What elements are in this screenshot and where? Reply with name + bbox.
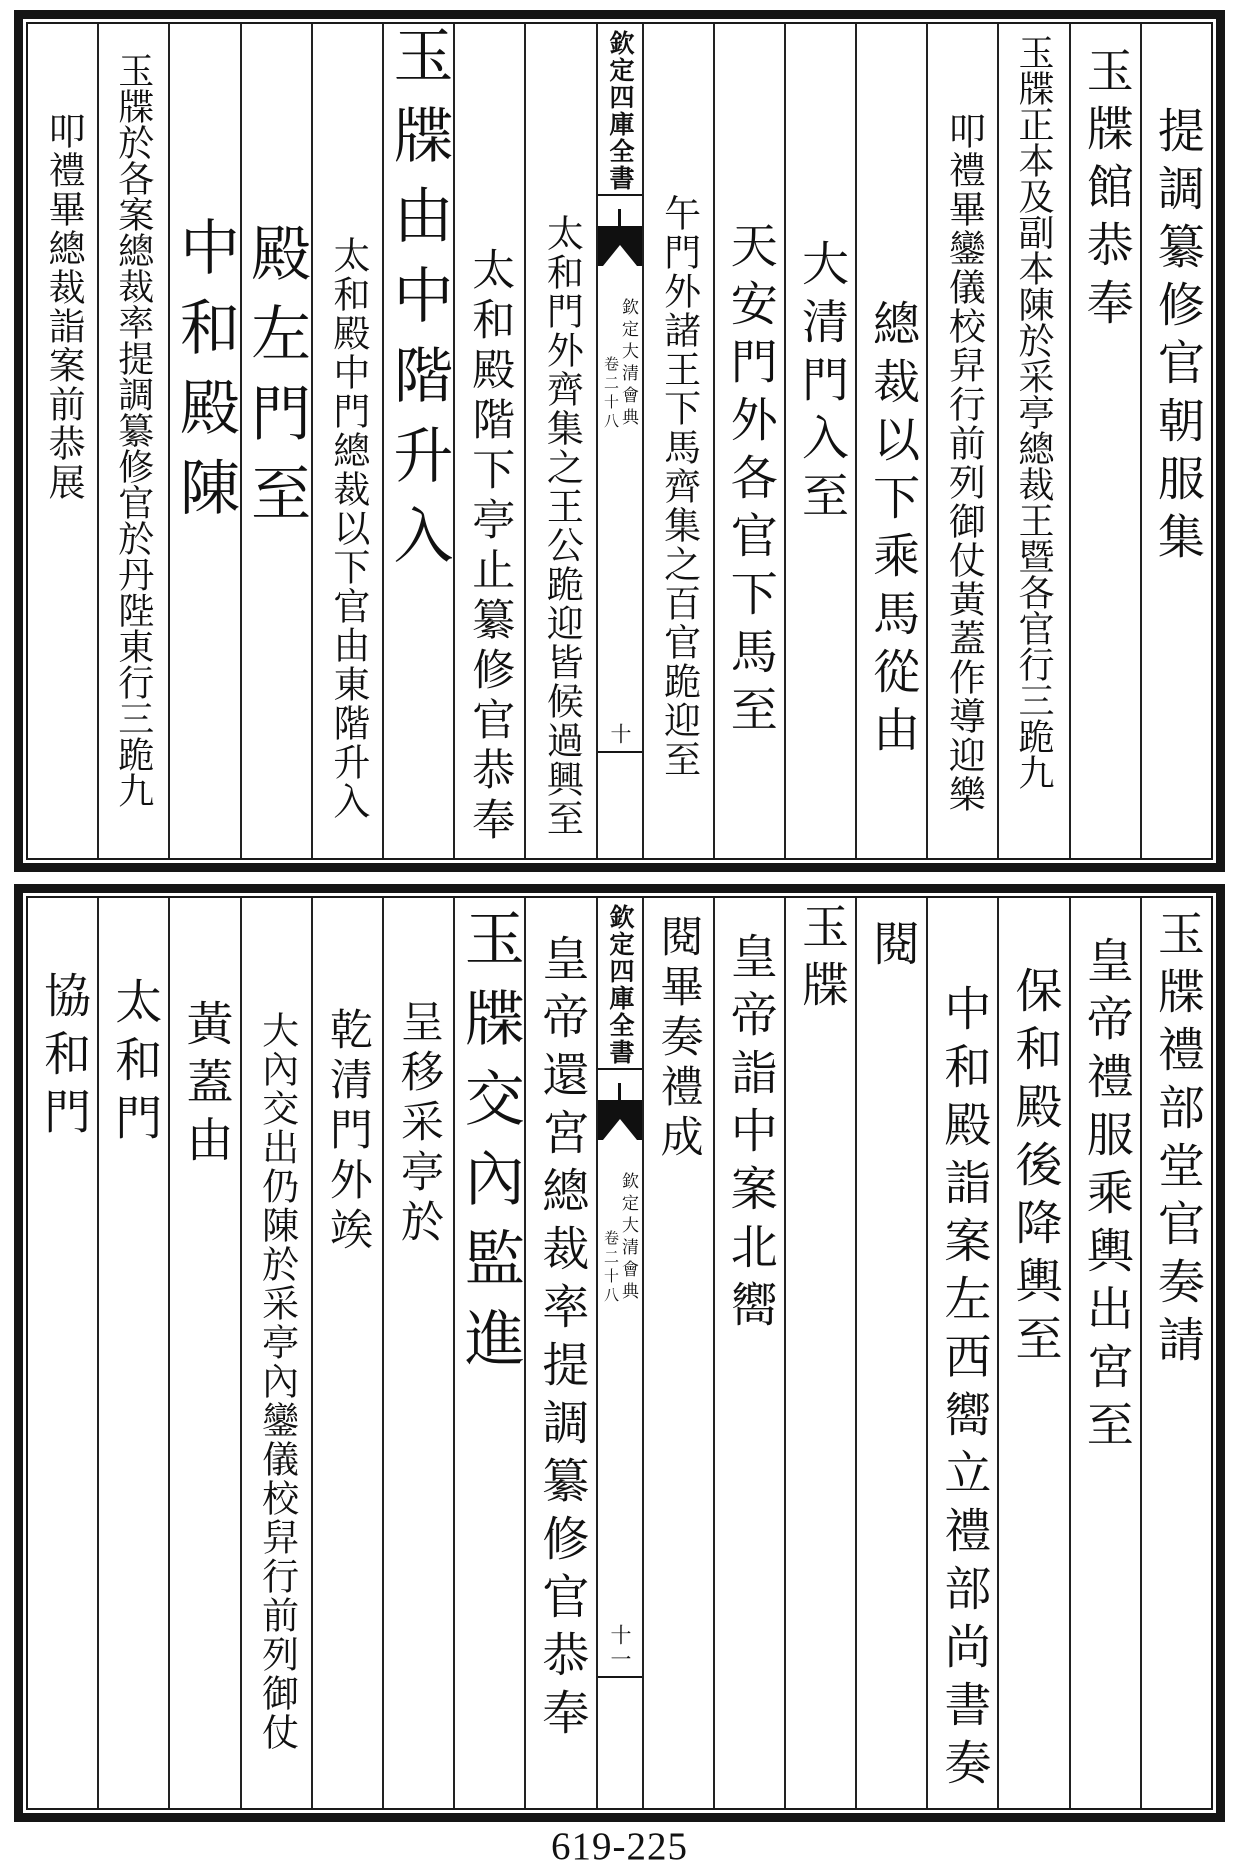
strip-title xyxy=(598,1172,642,1306)
page-number-box xyxy=(598,1608,642,1678)
text-column xyxy=(453,24,524,858)
text-column xyxy=(784,898,855,1808)
page-block-lower xyxy=(14,884,1225,1822)
column-text: 太和殿階下亭止纂修官恭奉 xyxy=(466,247,514,847)
column-text: 皇帝詣中案北嚮 xyxy=(723,932,776,1338)
column-text: 呈移采亭於 xyxy=(395,999,443,1249)
text-column xyxy=(240,898,311,1808)
text-column xyxy=(524,24,595,858)
text-column xyxy=(453,898,524,1808)
strip-title xyxy=(598,298,642,432)
center-strip-banxin xyxy=(596,24,642,858)
text-column xyxy=(168,24,239,858)
text-column xyxy=(97,898,168,1808)
text-column xyxy=(1140,898,1211,1808)
column-text: 天安門外各官下馬至 xyxy=(723,221,776,743)
text-column xyxy=(926,898,997,1808)
series-title: 欽定四庫全書 xyxy=(606,904,633,1066)
column-text: 太和門 xyxy=(108,977,161,1151)
text-column xyxy=(855,24,926,858)
series-title: 欽定四庫全書 xyxy=(606,30,633,192)
column-grid-upper xyxy=(26,22,1213,860)
page-number-label: 十 xyxy=(608,723,632,747)
column-text: 皇帝還宮總裁率提調纂修官恭奉 xyxy=(535,934,588,1746)
text-column xyxy=(524,898,595,1808)
text-column xyxy=(642,24,713,858)
column-text: 太和門外齊集之王公跪迎皆候過興至 xyxy=(540,214,582,838)
column-text: 總裁以下乘馬從由 xyxy=(866,299,919,763)
column-text: 玉牒於各案總裁率提調纂修官於丹陛東行三跪九 xyxy=(113,52,154,808)
column-grid-lower xyxy=(26,896,1213,1810)
text-column xyxy=(97,24,168,858)
fishtail-mark-icon xyxy=(598,226,642,266)
book-title: 欽定大清會典 xyxy=(619,298,638,430)
column-text: 乾清門外竢 xyxy=(323,1007,371,1257)
text-column xyxy=(168,898,239,1808)
column-text: 大內交出仍陳於采亭內鑾儀校舁行前列御仗 xyxy=(255,1011,297,1752)
fishtail-mark-icon xyxy=(598,1100,642,1140)
text-column xyxy=(382,24,453,858)
text-column xyxy=(382,898,453,1808)
column-text: 中和殿詣案左西嚮立禮部尚書奏 xyxy=(937,984,990,1796)
column-text: 玉牒交內監進 xyxy=(456,907,523,1387)
column-text: 提調纂修官朝服集 xyxy=(1150,106,1203,570)
text-column xyxy=(1069,24,1140,858)
column-text: 閱 xyxy=(866,919,919,977)
text-column xyxy=(1069,898,1140,1808)
page-number-label: 十一 xyxy=(608,1624,632,1672)
series-title-box xyxy=(598,898,642,1070)
column-text: 玉牒 xyxy=(794,902,847,1018)
page-block-upper xyxy=(14,10,1225,872)
column-text: 玉牒館恭奉 xyxy=(1079,46,1132,336)
center-strip-banxin xyxy=(596,898,642,1808)
chapter-label: 卷二十八 xyxy=(602,1230,618,1306)
folio-number: 619-225 xyxy=(551,1825,688,1863)
column-text: 殿左門至 xyxy=(243,222,310,542)
text-column xyxy=(713,898,784,1808)
column-text: 午門外諸王下馬齊集之百官跪迎至 xyxy=(657,194,699,779)
text-column xyxy=(926,24,997,858)
column-text: 玉牒由中階升入 xyxy=(385,24,452,584)
text-column xyxy=(311,24,382,858)
column-text: 閱畢奏禮成 xyxy=(654,914,702,1164)
column-text: 皇帝禮服乘輿出宮至 xyxy=(1079,936,1132,1458)
text-column xyxy=(642,898,713,1808)
text-column xyxy=(28,24,97,858)
page-number-box xyxy=(598,683,642,753)
column-text: 保和殿後降輿至 xyxy=(1008,966,1061,1372)
text-column xyxy=(784,24,855,858)
text-column xyxy=(997,24,1068,858)
text-column xyxy=(311,898,382,1808)
text-column xyxy=(997,898,1068,1808)
text-column xyxy=(28,898,97,1808)
column-text: 叩禮畢總裁詣案前恭展 xyxy=(42,112,84,502)
column-text: 大清門入至 xyxy=(794,239,847,529)
column-text: 叩禮畢鑾儀校舁行前列御仗黃蓋作導迎樂 xyxy=(942,112,984,814)
text-column xyxy=(713,24,784,858)
book-title: 欽定大清會典 xyxy=(619,1172,638,1304)
series-title-box xyxy=(598,24,642,196)
text-column xyxy=(240,24,311,858)
column-text: 玉牒正本及副本陳於采亭總裁王暨各官行三跪九 xyxy=(1014,34,1055,790)
chapter-label: 卷二十八 xyxy=(602,356,618,432)
text-column xyxy=(855,898,926,1808)
column-text: 中和殿陳 xyxy=(171,216,238,536)
text-column xyxy=(1140,24,1211,858)
column-text: 太和殿中門總裁以下官由東階升入 xyxy=(326,236,368,821)
column-text: 協和門 xyxy=(37,971,90,1145)
column-text: 黃蓋由 xyxy=(179,999,232,1173)
column-text: 玉牒禮部堂官奏請 xyxy=(1150,909,1203,1373)
